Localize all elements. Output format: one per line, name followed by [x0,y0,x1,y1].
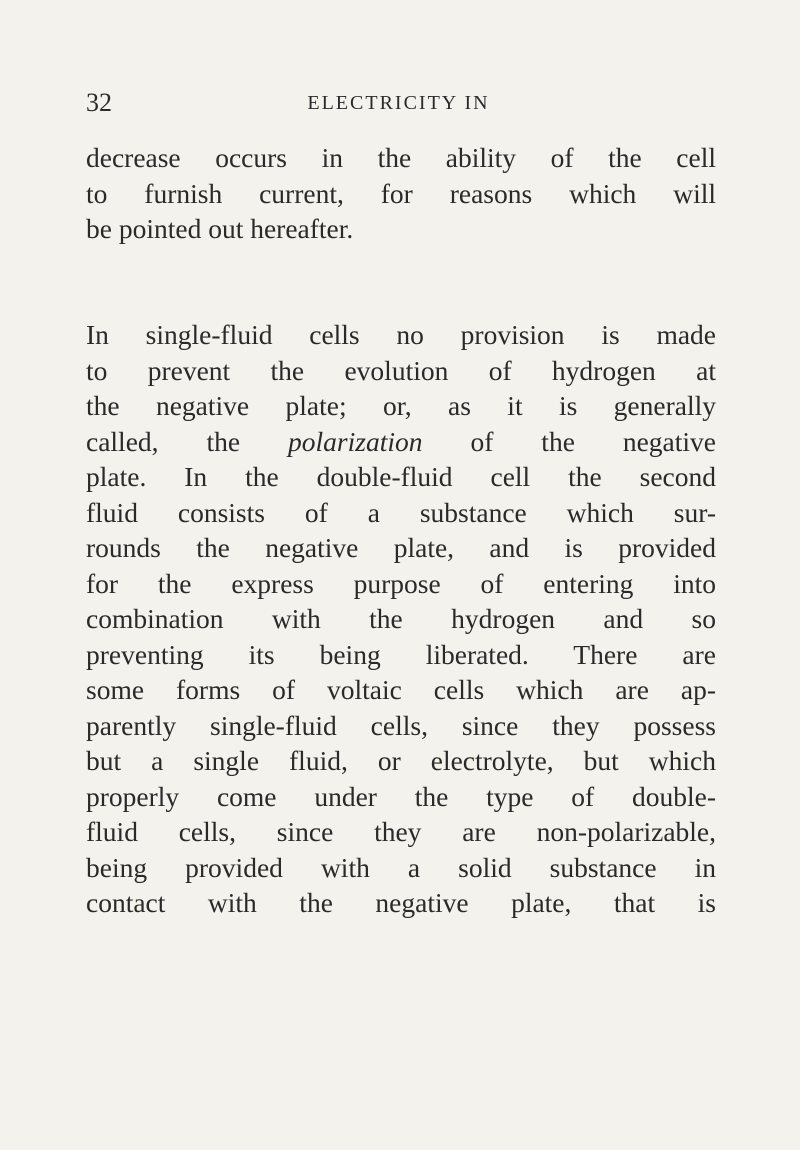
text-line: contact with the negative plate, that is [86,887,716,918]
text-line: preventing its being liberated. There are [86,638,716,670]
text-line: for the express purpose of entering into [86,567,716,599]
paragraph-1 [86,140,716,247]
text-line: In single-fluid cells no provision is made [86,319,716,350]
text-line: combination with the hydrogen and so [86,603,716,634]
page-header [86,88,711,118]
text-line: rounds the negative plate, and is provided [86,532,716,563]
italic-term: polarization [288,425,423,457]
text-line: some forms of voltaic cells which are ap- [86,674,716,705]
text-line: being provided with a solid substance in [86,851,716,883]
text-line: to prevent the evolution of hydrogen at [86,354,716,386]
text-line: decrease occurs in the ability of the cell [86,142,716,173]
text-segment: called, the [86,425,289,457]
running-head: ELECTRICITY IN [307,92,490,114]
text-line: fluid cells, since they are non-polarizable, [86,816,716,847]
text-line: but a single fluid, or electrolyte, but which [86,745,716,776]
text-line: to furnish current, for reasons which will [86,177,716,209]
text-line: be pointed out hereafter. [86,213,354,244]
page-number: 32 [86,88,112,117]
text-line: plate. In the double-fluid cell the second [86,461,716,492]
text-segment: of the negative [422,425,717,457]
paragraph-2 [86,317,716,921]
text-line: parently single-fluid cells, since they possess [86,709,716,741]
text-line: the negative plate; or, as it is generally [86,390,716,421]
text-line: fluid consists of a substance which sur- [86,496,716,528]
text-line: properly come under the type of double- [86,780,716,812]
text-line [86,424,716,460]
